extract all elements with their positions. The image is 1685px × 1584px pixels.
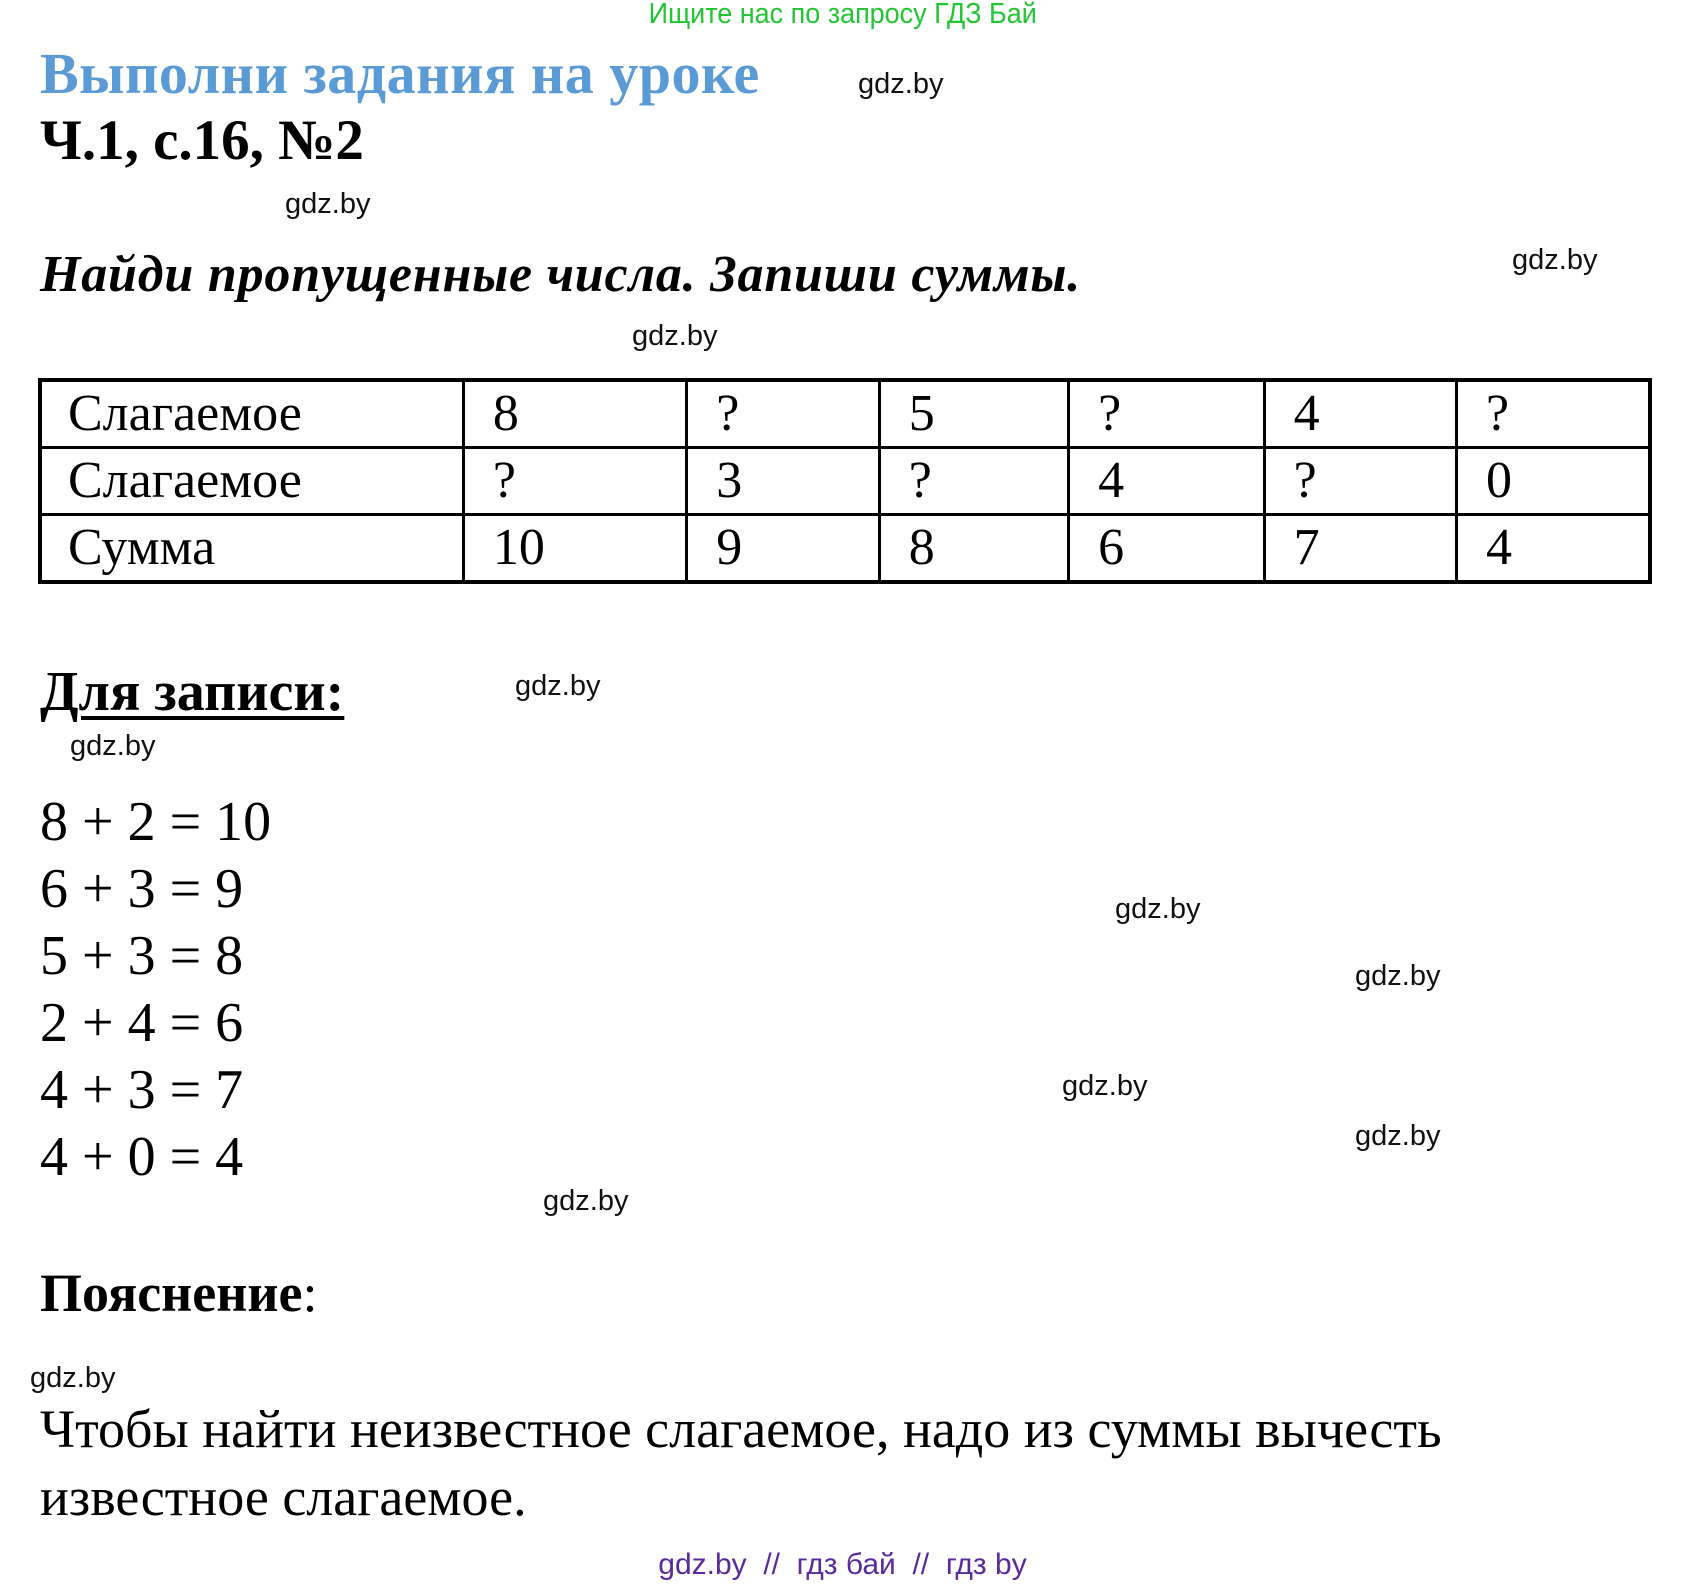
explanation-line: Чтобы найти неизвестное слагаемое, надо из суммы вычесть xyxy=(40,1399,1442,1459)
table-cell: 8 xyxy=(879,515,1068,583)
explanation-heading-colon: : xyxy=(302,1263,318,1323)
table-row-addend-1 xyxy=(40,380,1650,448)
table-cell: 9 xyxy=(687,515,879,583)
table-cell: 5 xyxy=(879,380,1068,448)
equation-line: 4 + 3 = 7 xyxy=(40,1059,244,1121)
table-cell: 4 xyxy=(1069,448,1264,515)
watermark: gdz.by xyxy=(858,68,944,100)
equation-line: 2 + 4 = 6 xyxy=(40,992,244,1054)
watermark: gdz.by xyxy=(543,1185,629,1217)
table-cell: ? xyxy=(1264,448,1456,515)
table-cell: ? xyxy=(879,448,1068,515)
table-cell: ? xyxy=(1457,380,1650,448)
watermark: gdz.by xyxy=(30,1362,116,1394)
watermark: gdz.by xyxy=(285,188,371,220)
table-cell: ? xyxy=(1069,380,1264,448)
watermark: gdz.by xyxy=(1062,1070,1148,1102)
table-cell: 4 xyxy=(1457,515,1650,583)
table-cell: ? xyxy=(463,448,686,515)
table-cell: 10 xyxy=(463,515,686,583)
record-heading: Для записи: xyxy=(40,661,345,723)
equation-line: 6 + 3 = 9 xyxy=(40,858,244,920)
addition-table xyxy=(38,378,1652,584)
table-cell: 0 xyxy=(1457,448,1650,515)
footer-links: gdz.by // гдз бай // гдз by xyxy=(658,1548,1027,1581)
table-row-addend-2 xyxy=(40,448,1650,515)
watermark: gdz.by xyxy=(1355,1120,1441,1152)
explanation-heading xyxy=(40,1262,317,1324)
row-label: Слагаемое xyxy=(40,448,463,515)
task-instruction: Найди пропущенные числа. Запиши суммы. xyxy=(40,246,1082,303)
table-cell: 8 xyxy=(463,380,686,448)
watermark: gdz.by xyxy=(1355,960,1441,992)
table-cell: 4 xyxy=(1264,380,1456,448)
row-label: Сумма xyxy=(40,515,463,583)
explanation-heading-text: Пояснение xyxy=(40,1263,303,1323)
table-cell: 7 xyxy=(1264,515,1456,583)
watermark: gdz.by xyxy=(632,320,718,352)
exercise-reference: Ч.1, с.16, №2 xyxy=(40,109,364,172)
search-hint-banner: Ищите нас по запросу ГДЗ Бай xyxy=(648,0,1037,30)
table-cell: ? xyxy=(687,380,879,448)
watermark: gdz.by xyxy=(1115,893,1201,925)
watermark: gdz.by xyxy=(1512,244,1598,276)
explanation-line: известное слагаемое. xyxy=(40,1467,527,1527)
section-title: Выполни задания на уроке xyxy=(40,41,760,106)
equation-line: 5 + 3 = 8 xyxy=(40,925,244,987)
table-cell: 6 xyxy=(1069,515,1264,583)
watermark: gdz.by xyxy=(515,670,601,702)
table-cell: 3 xyxy=(687,448,879,515)
table-row-sum xyxy=(40,515,1650,583)
row-label: Слагаемое xyxy=(40,380,463,448)
watermark: gdz.by xyxy=(70,730,156,762)
equation-line: 8 + 2 = 10 xyxy=(40,791,272,853)
equation-line: 4 + 0 = 4 xyxy=(40,1126,244,1188)
